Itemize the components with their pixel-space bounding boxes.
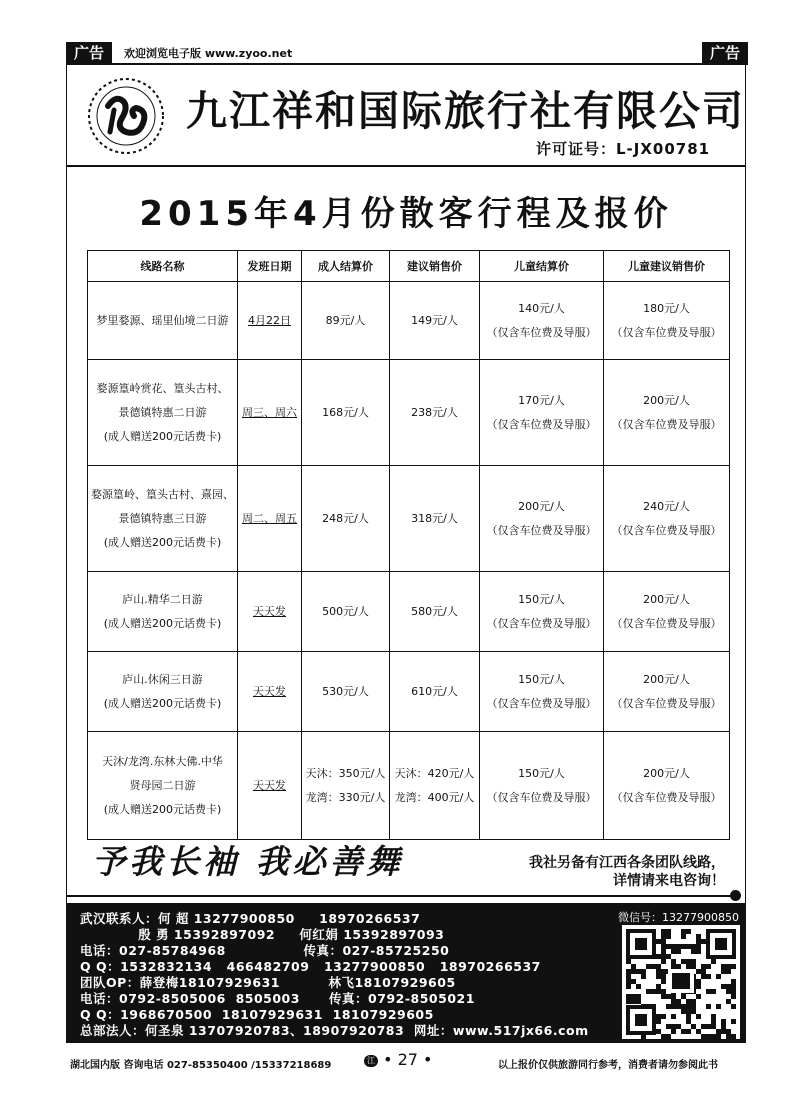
other-routes-note	[500, 854, 725, 890]
adult-settle-cell	[302, 732, 390, 840]
route-cell	[88, 652, 238, 732]
adult-settle-cell	[302, 572, 390, 652]
route-line: 梦里婺源、瑶里仙境二日游	[96, 313, 229, 327]
header-child-settle: 儿童结算价	[480, 251, 604, 282]
divider-dot	[730, 890, 741, 901]
price-text: 180元/人	[643, 301, 690, 315]
child-suggest-cell	[604, 572, 730, 652]
title-rule	[66, 165, 746, 167]
price-note: （仅含车位费及导服）	[611, 523, 722, 537]
footer-left: 湖北国内版 咨询电话 027-85350400 /15337218689	[70, 1060, 332, 1071]
adult-settle-cell	[302, 360, 390, 466]
price-note: （仅含车位费及导服）	[611, 696, 722, 710]
ad-tag-left: 广告	[66, 42, 112, 64]
route-line: 庐山.精华二日游	[122, 592, 203, 606]
price-text: 248元/人	[322, 511, 369, 525]
price-note: （仅含车位费及导服）	[486, 790, 597, 804]
date-text: 周二、周五	[242, 511, 297, 525]
price-note: （仅含车位费及导服）	[611, 325, 722, 339]
route-cell	[88, 572, 238, 652]
route-line: (成人赠送200元话费卡)	[103, 429, 222, 443]
child-settle-cell	[480, 572, 604, 652]
table-row	[88, 360, 730, 466]
price-note: （仅含车位费及导服）	[486, 616, 597, 630]
price-text: 天沐：420元/人	[394, 766, 475, 780]
footer-right: 以上报价仅供旅游同行参考，消费者请勿参阅此书	[498, 1060, 718, 1071]
price-note: （仅含车位费及导服）	[486, 523, 597, 537]
route-cell	[88, 732, 238, 840]
contact-line: 电话：0792-8505006 8505003 传真：0792-8505021	[80, 991, 475, 1006]
price-text: 150元/人	[518, 766, 565, 780]
price-text: 200元/人	[643, 592, 690, 606]
child-suggest-cell	[604, 652, 730, 732]
price-text: 149元/人	[411, 313, 458, 327]
route-cell	[88, 466, 238, 572]
date-text: 4月22日	[248, 313, 291, 327]
header-route: 线路名称	[88, 251, 238, 282]
company-name: 九江祥和国际旅行社有限公司	[186, 87, 745, 135]
date-cell	[238, 360, 302, 466]
header-child-suggest: 儿童建议销售价	[604, 251, 730, 282]
adult-suggest-cell	[390, 572, 480, 652]
ad-tag-right: 广告	[702, 42, 748, 64]
qr-code-icon	[622, 925, 740, 1039]
price-text: 610元/人	[411, 684, 458, 698]
other-routes-line-2: 详情请来电咨询！	[613, 873, 725, 889]
page-number-block: 江 • 27 •	[364, 1050, 433, 1069]
table-row	[88, 652, 730, 732]
date-cell	[238, 466, 302, 572]
adult-settle-cell	[302, 652, 390, 732]
price-text: 200元/人	[518, 499, 565, 513]
contact-line: 殷 勇 15392897092 何红娟 15392897093	[80, 927, 445, 942]
price-text: 天沐：350元/人	[305, 766, 386, 780]
date-cell	[238, 282, 302, 360]
slogan: 予我长袖 我必善舞	[92, 842, 404, 881]
license-number: 许可证号：L-JX00781	[536, 140, 711, 158]
adult-suggest-cell	[390, 466, 480, 572]
table-row	[88, 732, 730, 840]
contact-line: 电话：027-85784968 传真：027-85725250	[80, 943, 450, 958]
date-text: 天天发	[253, 604, 286, 618]
price-text: 580元/人	[411, 604, 458, 618]
child-suggest-cell	[604, 466, 730, 572]
route-line: (成人赠送200元话费卡)	[103, 535, 222, 549]
route-line: 景德镇特惠二日游	[118, 405, 207, 419]
header-adult-suggest: 建议销售价	[390, 251, 480, 282]
price-text: 150元/人	[518, 592, 565, 606]
child-settle-cell	[480, 652, 604, 732]
main-title: 2015年4月份散客行程及报价	[139, 194, 673, 234]
child-settle-cell	[480, 282, 604, 360]
contact-line: 团队OP：薛登梅18107929631 林飞18107929605	[80, 975, 456, 990]
price-text: 200元/人	[643, 393, 690, 407]
adult-suggest-cell	[390, 652, 480, 732]
price-text: 龙湾：400元/人	[394, 790, 475, 804]
route-line: 贤母园二日游	[129, 778, 196, 792]
date-cell	[238, 652, 302, 732]
adult-settle-cell	[302, 466, 390, 572]
price-text: 140元/人	[518, 301, 565, 315]
adult-suggest-cell	[390, 360, 480, 466]
adult-settle-cell	[302, 282, 390, 360]
child-suggest-cell	[604, 282, 730, 360]
child-settle-cell	[480, 466, 604, 572]
company-logo	[86, 76, 166, 156]
table-row	[88, 466, 730, 572]
contact-line: 总部法人：何圣泉 13707920783、18907920783 网址：www.517jx66.com	[80, 1023, 589, 1038]
site-text: 欢迎浏览电子版 www.zyoo.net	[124, 47, 293, 60]
table-row	[88, 282, 730, 360]
page-number: 27	[397, 1050, 418, 1069]
price-text: 240元/人	[643, 499, 690, 513]
route-cell	[88, 282, 238, 360]
route-line: 庐山.休闲三日游	[122, 672, 203, 686]
route-line: 天沐/龙湾.东林大佛.中华	[102, 754, 223, 768]
price-text: 168元/人	[322, 405, 369, 419]
contact-panel	[66, 903, 746, 1043]
price-note: （仅含车位费及导服）	[486, 417, 597, 431]
price-note: （仅含车位费及导服）	[486, 696, 597, 710]
child-settle-cell	[480, 360, 604, 466]
price-text: 150元/人	[518, 672, 565, 686]
other-routes-line-1: 我社另备有江西各条团队线路，	[529, 855, 725, 871]
price-text: 200元/人	[643, 766, 690, 780]
route-line: 景德镇特惠三日游	[118, 511, 207, 525]
child-settle-cell	[480, 732, 604, 840]
date-text: 天天发	[253, 778, 286, 792]
price-text: 238元/人	[411, 405, 458, 419]
price-text: 318元/人	[411, 511, 458, 525]
divider-line	[66, 895, 736, 897]
route-line: 婺源篁岭赏花、篁头古村、	[96, 381, 229, 395]
contact-line: 武汉联系人：何 超 13277900850 18970266537	[80, 911, 421, 926]
route-line: (成人赠送200元话费卡)	[103, 696, 222, 710]
date-text: 周三、周六	[242, 405, 297, 419]
price-text: 龙湾：330元/人	[305, 790, 386, 804]
table-row	[88, 572, 730, 652]
contact-line: Q Q：1968670500 18107929631 18107929605	[80, 1007, 434, 1022]
price-note: （仅含车位费及导服）	[611, 790, 722, 804]
price-note: （仅含车位费及导服）	[611, 417, 722, 431]
route-line: 婺源篁岭、篁头古村、熹园、	[91, 487, 234, 501]
date-cell	[238, 732, 302, 840]
date-cell	[238, 572, 302, 652]
date-text: 天天发	[253, 684, 286, 698]
adult-suggest-cell	[390, 282, 480, 360]
wechat-id: 微信号：13277900850	[618, 911, 739, 924]
child-suggest-cell	[604, 360, 730, 466]
price-text: 170元/人	[518, 393, 565, 407]
contact-line: Q Q：1532832134 466482709 13277900850 18970266537	[80, 959, 541, 974]
adult-suggest-cell	[390, 732, 480, 840]
price-note: （仅含车位费及导服）	[611, 616, 722, 630]
table-header-row	[88, 251, 730, 282]
price-text: 530元/人	[322, 684, 369, 698]
price-table	[87, 250, 730, 840]
route-line: (成人赠送200元话费卡)	[103, 802, 222, 816]
price-text: 89元/人	[325, 313, 366, 327]
page-badge: 江	[364, 1055, 378, 1067]
child-suggest-cell	[604, 732, 730, 840]
price-text: 500元/人	[322, 604, 369, 618]
route-cell	[88, 360, 238, 466]
header-adult-settle: 成人结算价	[302, 251, 390, 282]
price-note: （仅含车位费及导服）	[486, 325, 597, 339]
route-line: (成人赠送200元话费卡)	[103, 616, 222, 630]
header-date: 发班日期	[238, 251, 302, 282]
price-text: 200元/人	[643, 672, 690, 686]
